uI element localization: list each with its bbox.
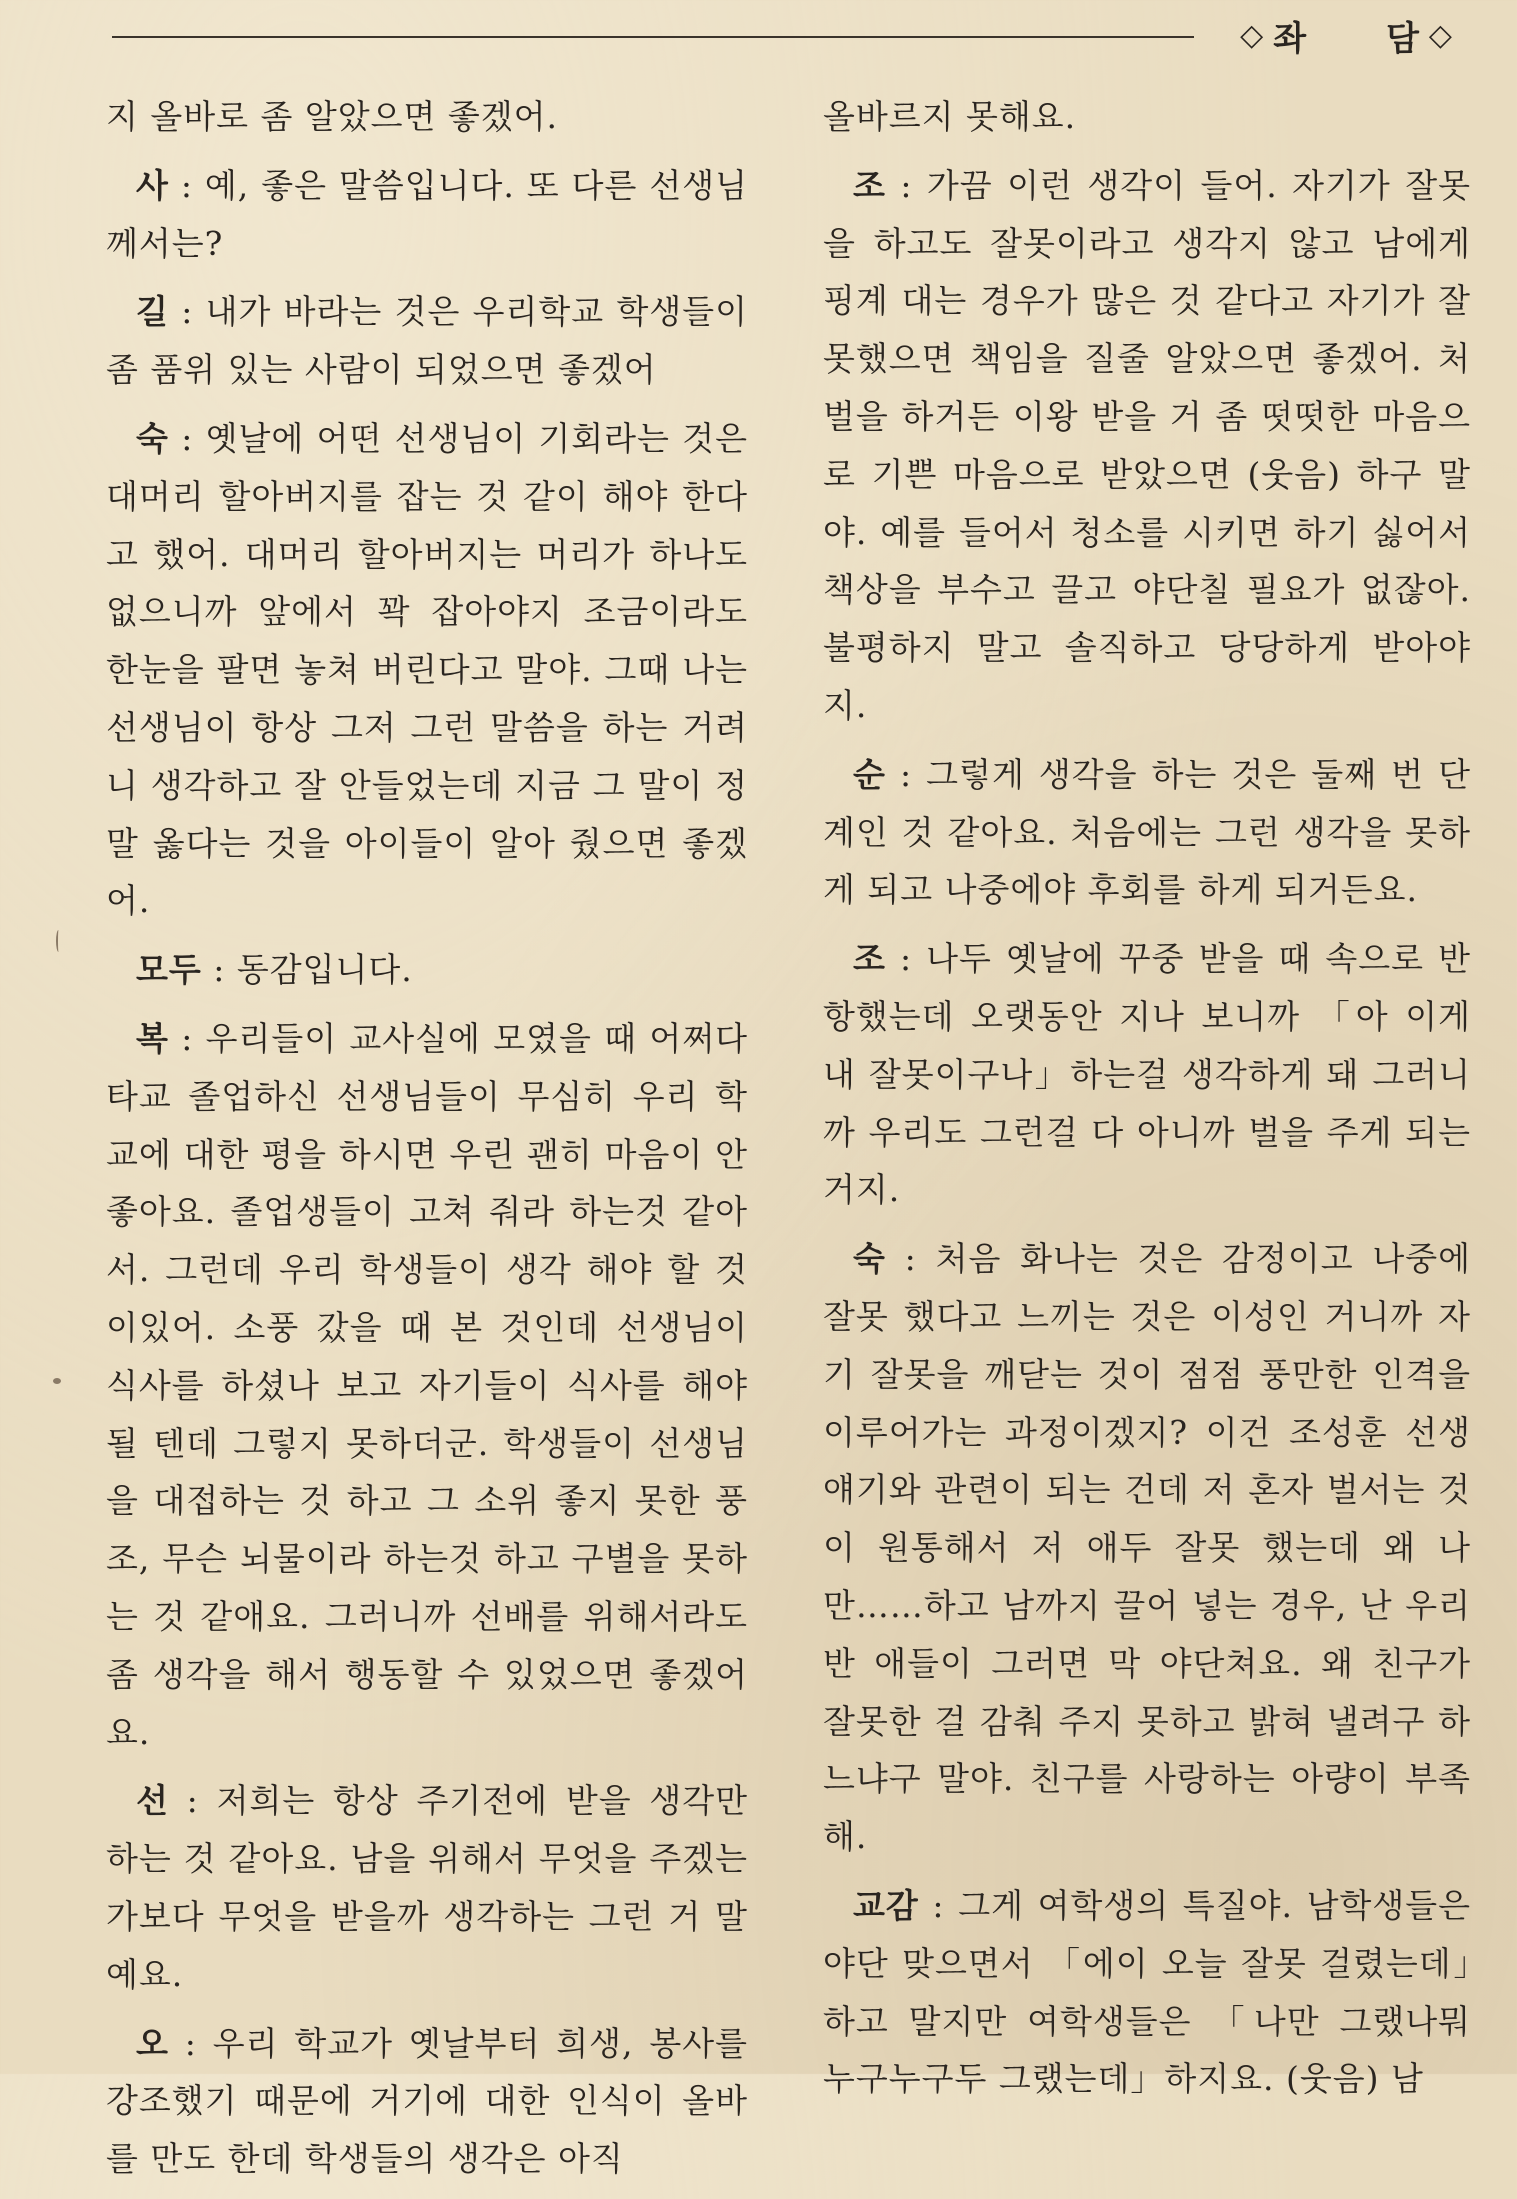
diamond-left-icon: ◇ (1240, 17, 1264, 53)
dialogue-text: : 우리들이 교사실에 모였을 때 어쩌다 타교 졸업하신 선생님들이 무심히 우리 학교에 대한 평을 하시면 우린 괜히 마음이 안 좋아요. 졸업생들이 고쳐 줘라 하는것 같아서. 그런데 우리 학생들이 생각 해야 할 것이있어. 소풍 갔을 때 본 것인데 선생님이 식사를 하셨나 보고 자기들이 식사를 해야 될 텐데 그렇지 못하더군. 학생들이 선생님을 대접하는 것 하고 그 소위 좋지 못한 풍조, 무슨 뇌물이라 하는것 하고 구별을 못하는 것 같애요. 그러니까 선배를 위해서라도 좀 생각을 해서 행동할 수 있었으면 좋겠어요. (106, 1018, 748, 1752)
dialogue-paragraph (823, 88, 1471, 146)
dialogue-paragraph (823, 1877, 1471, 2108)
diamond-right-icon: ◇ (1428, 17, 1452, 53)
dialogue-paragraph (106, 941, 748, 999)
dialogue-paragraph (106, 1010, 748, 1761)
speaker-label: 숙 (136, 418, 169, 458)
dialogue-text: : 그렇게 생각을 하는 것은 둘째 번 단계인 것 같아요. 처음에는 그런 생각을 못하게 되고 나중에야 후회를 하게 되거든요. (823, 754, 1471, 910)
speaker-label: 조 (853, 939, 886, 979)
dialogue-paragraph (823, 1230, 1471, 1866)
dialogue-paragraph (106, 410, 748, 930)
dialogue-text: : 옛날에 어떤 선생님이 기회라는 것은 대머리 할아버지를 잡는 것 같이 해야 한다고 했어. 대머리 할아버지는 머리가 하나도 없으니까 앞에서 꽉 잡아야지 조금이라도 한눈을 팔면 놓쳐 버린다고 말야. 그때 나는 선생님이 항상 그저 그런 말씀을 하는 거려니 생각하고 잘 안들었는데 지금 그 말이 정말 옳다는 것을 아이들이 알아 줬으면 좋겠어. (106, 418, 748, 921)
dialogue-paragraph (823, 157, 1471, 735)
speaker-label: 복 (136, 1018, 169, 1058)
left-column (106, 88, 748, 2199)
speaker-label: 모두 (136, 950, 202, 990)
dialogue-text: 지 올바로 좀 알았으면 좋겠어. (106, 97, 558, 136)
dialogue-text: : 나두 옛날에 꾸중 받을 때 속으로 반항했는데 오랫동안 지나 보니까 「아 이게 내 잘못이구나」하는걸 생각하게 돼 그러니까 우리도 그런걸 다 아니까 벌을 주게 되는 거지. (823, 939, 1471, 1210)
right-column (823, 88, 1471, 2119)
dialogue-paragraph (106, 157, 748, 273)
speaker-label: 선 (136, 1781, 169, 1821)
dialogue-text: : 그게 여학생의 특질야. 남학생들은 야단 맞으면서 「에이 오늘 잘못 걸렸는데」하고 말지만 여학생들은 「나만 그랬나뭐 누구누구두 그랬는데」하지요. (웃음) 남 (823, 1885, 1471, 2099)
ink-spot (53, 1378, 61, 1384)
section-title-char-1: 좌 (1273, 18, 1307, 59)
speaker-label: 오 (136, 2023, 169, 2063)
dialogue-paragraph (823, 930, 1471, 1219)
speaker-label: 사 (136, 165, 169, 205)
speaker-label: 숙 (853, 1239, 886, 1279)
dialogue-text: : 저희는 항상 주기전에 받을 생각만 하는 것 같아요. 남을 위해서 무엇을 주겠는 가보다 무엇을 받을까 생각하는 그런 거 말예요. (106, 1781, 748, 1994)
dialogue-paragraph (106, 88, 748, 146)
dialogue-text: : 내가 바라는 것은 우리학교 학생들이 좀 품위 있는 사람이 되었으면 좋겠어 (106, 292, 748, 390)
speaker-label: 순 (853, 754, 886, 794)
dialogue-text: : 우리 학교가 옛날부터 희생, 봉사를 강조했기 때문에 거기에 대한 인식이 올바를 만도 한데 학생들의 생각은 아직 (106, 2023, 748, 2179)
dialogue-paragraph (106, 2015, 748, 2188)
dialogue-text: : 처음 화나는 것은 감정이고 나중에 잘못 했다고 느끼는 것은 이성인 거니까 자기 잘못을 깨닫는 것이 점점 풍만한 인격을 이루어가는 과정이겠지? 이건 조성훈 선생얘기와 관련이 되는 건데 저 혼자 벌서는 것이 원통해서 저 애두 잘못 했는데 왜 나만……하고 남까지 끌어 넣는 경우, 난 우리 반 애들이 그러면 막 야단쳐요. 왜 친구가 잘못한 걸 감춰 주지 못하고 밝혀 낼려구 하느냐구 말야. 친구를 사랑하는 아량이 부족해. (823, 1239, 1471, 1857)
header-rule (112, 36, 1194, 38)
speaker-label: 길 (136, 292, 169, 332)
page-header (112, 14, 1452, 59)
speaker-label: 교감 (853, 1885, 919, 1925)
dialogue-text: 올바르지 못해요. (823, 97, 1077, 136)
dialogue-paragraph (106, 283, 748, 399)
dialogue-text: : 가끔 이런 생각이 들어. 자기가 잘못을 하고도 잘못이라고 생각지 않고 남에게 핑계 대는 경우가 많은 것 같다고 자기가 잘못했으면 책임을 질줄 알았으면 좋겠어. 처벌을 하거든 이왕 받을 거 좀 떳떳한 마음으로 기쁜 마음으로 받았으면 (웃음) 하구 말야. 예를 들어서 청소를 시키면 하기 싫어서 책상을 부수고 끌고 야단칠 필요가 없잖아. 불평하지 말고 솔직하고 당당하게 받아야지. (823, 165, 1471, 725)
speaker-label: 조 (853, 165, 886, 205)
dialogue-paragraph (823, 746, 1471, 919)
section-title (1240, 14, 1452, 59)
margin-mark (56, 930, 61, 952)
dialogue-text: : 동감입니다. (201, 950, 413, 990)
section-title-char-2: 담 (1386, 18, 1419, 59)
dialogue-paragraph (106, 1772, 748, 2003)
dialogue-text: : 예, 좋은 말씀입니다. 또 다른 선생님께서는? (106, 165, 748, 263)
